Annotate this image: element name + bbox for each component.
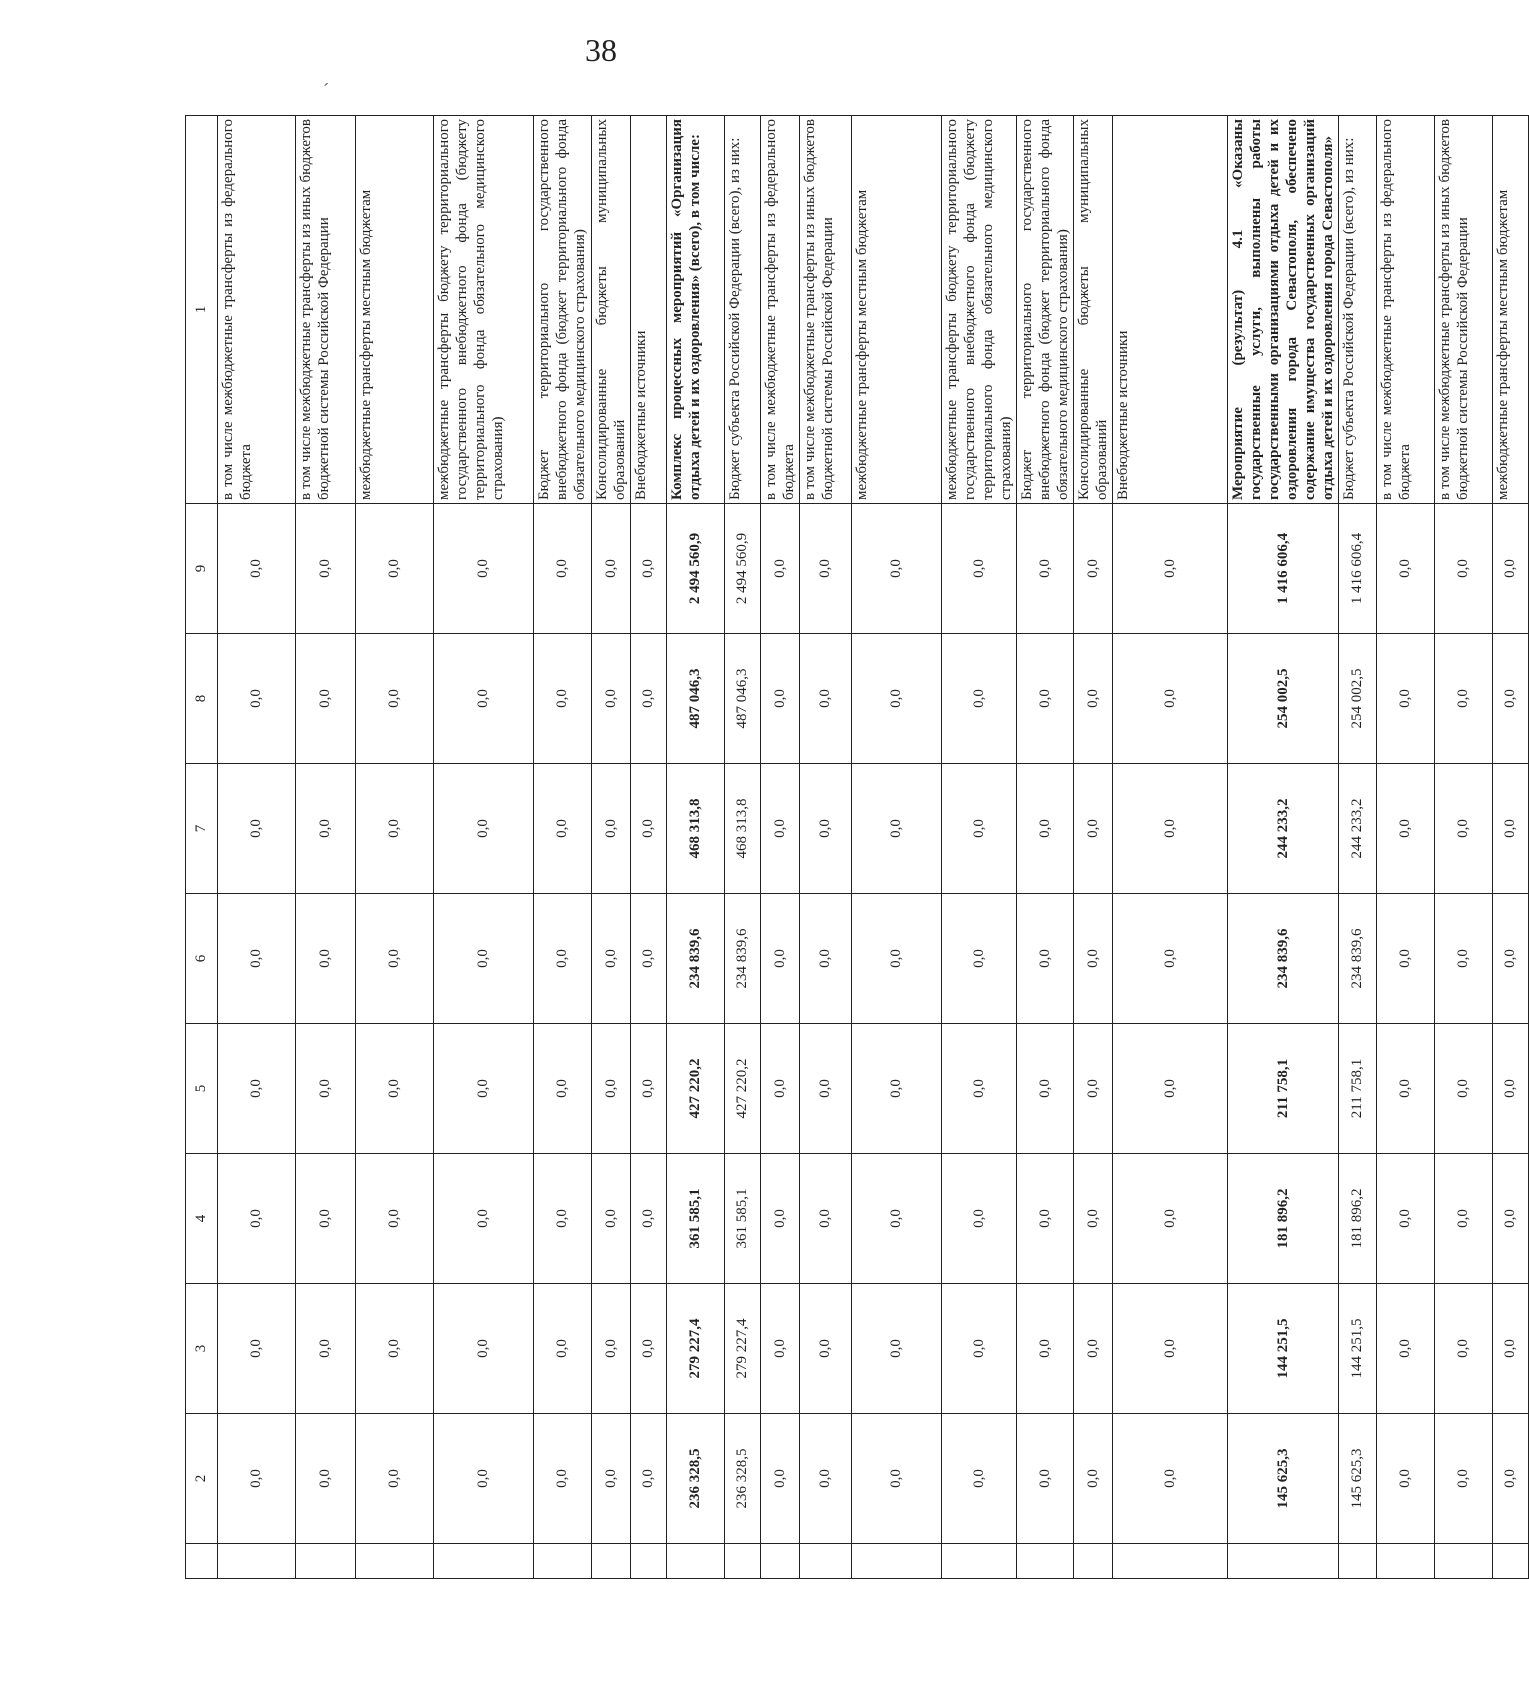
row-spacer-cell — [296, 1544, 356, 1579]
row-label-cell: в том числе межбюджетные трансферты из иных бюджетов бюджетной системы Российской Федерации — [1435, 116, 1493, 504]
value-cell-col-9: 0,0 — [761, 504, 800, 634]
table-row — [1435, 116, 1493, 1579]
header-cell-1: 1 — [186, 116, 218, 504]
value-cell-col-9: 0,0 — [852, 504, 942, 634]
table-row — [218, 116, 296, 1579]
value-cell-col-3: 144 251,5 — [1228, 1284, 1339, 1414]
table-container — [185, 116, 1518, 1579]
value-cell-col-9: 0,0 — [534, 504, 592, 634]
value-cell-col-8: 0,0 — [296, 634, 356, 764]
value-cell-col-6: 0,0 — [356, 894, 434, 1024]
value-cell-col-4: 0,0 — [1493, 1154, 1529, 1284]
header-cell-8: 8 — [186, 634, 218, 764]
table-row — [761, 116, 800, 1579]
row-spacer-cell — [942, 1544, 1017, 1579]
value-cell-col-9: 0,0 — [434, 504, 534, 634]
value-cell-col-4: 0,0 — [852, 1154, 942, 1284]
value-cell-col-5: 0,0 — [296, 1024, 356, 1154]
value-cell-col-9: 0,0 — [1074, 504, 1113, 634]
value-cell-col-3: 0,0 — [942, 1284, 1017, 1414]
value-cell-col-2: 145 625,3 — [1339, 1414, 1377, 1544]
value-cell-col-4: 0,0 — [761, 1154, 800, 1284]
value-cell-col-4: 0,0 — [592, 1154, 631, 1284]
row-label-cell: в том числе межбюджетные трансферты из иных бюджетов бюджетной системы Российской Федерации — [800, 116, 852, 504]
value-cell-col-8: 487 046,3 — [725, 634, 761, 764]
budget-table — [185, 115, 1529, 1579]
row-spacer-cell — [1074, 1544, 1113, 1579]
row-label-cell: Бюджет территориального государственного внебюджетного фонда (бюджет территориального фонда обязательного медицинского страхования) — [534, 116, 592, 504]
value-cell-col-3: 0,0 — [631, 1284, 667, 1414]
value-cell-col-5: 0,0 — [1435, 1024, 1493, 1154]
value-cell-col-7: 0,0 — [631, 764, 667, 894]
table-row — [800, 116, 852, 1579]
header-cell-6: 6 — [186, 894, 218, 1024]
value-cell-col-3: 0,0 — [218, 1284, 296, 1414]
value-cell-col-2: 0,0 — [434, 1414, 534, 1544]
row-label-cell: Консолидированные бюджеты муниципальных образований — [1074, 116, 1113, 504]
value-cell-col-9: 0,0 — [592, 504, 631, 634]
value-cell-col-2: 236 328,5 — [667, 1414, 725, 1544]
value-cell-col-6: 0,0 — [1074, 894, 1113, 1024]
row-label-cell: Бюджет субъекта Российской Федерации (всего), из них: — [1339, 116, 1377, 504]
value-cell-col-9: 0,0 — [1435, 504, 1493, 634]
row-label-cell: межбюджетные трансферты местным бюджетам — [852, 116, 942, 504]
value-cell-col-5: 0,0 — [1377, 1024, 1435, 1154]
row-spacer-cell — [1339, 1544, 1377, 1579]
value-cell-col-9: 1 416 606,4 — [1339, 504, 1377, 634]
value-cell-col-6: 0,0 — [592, 894, 631, 1024]
value-cell-col-3: 0,0 — [761, 1284, 800, 1414]
value-cell-col-3: 0,0 — [592, 1284, 631, 1414]
value-cell-col-7: 468 313,8 — [725, 764, 761, 894]
row-label-cell: Внебюджетные источники — [1113, 116, 1228, 504]
value-cell-col-8: 0,0 — [1493, 634, 1529, 764]
value-cell-col-9: 2 494 560,9 — [667, 504, 725, 634]
table-row — [1377, 116, 1435, 1579]
row-label-cell: межбюджетные трансферты бюджету территориального государственного внебюджетного фонда (бюджету территориального фонда обязательного медицинского страхования) — [942, 116, 1017, 504]
value-cell-col-7: 0,0 — [356, 764, 434, 894]
row-label-cell: межбюджетные трансферты местным бюджетам — [1493, 116, 1529, 504]
value-cell-col-9: 0,0 — [1377, 504, 1435, 634]
table-row — [631, 116, 667, 1579]
value-cell-col-7: 0,0 — [1074, 764, 1113, 894]
value-cell-col-3: 0,0 — [1435, 1284, 1493, 1414]
row-spacer-cell — [1493, 1544, 1529, 1579]
value-cell-col-3: 0,0 — [356, 1284, 434, 1414]
value-cell-col-2: 0,0 — [942, 1414, 1017, 1544]
table-row — [434, 116, 534, 1579]
row-label-cell: межбюджетные трансферты бюджету территориального государственного внебюджетного фонда (бюджету территориального фонда обязательного медицинского страхования) — [434, 116, 534, 504]
value-cell-col-5: 0,0 — [800, 1024, 852, 1154]
value-cell-col-6: 0,0 — [1377, 894, 1435, 1024]
rotated-table-frame — [185, 116, 1518, 1579]
row-spacer-cell — [667, 1544, 725, 1579]
value-cell-col-6: 0,0 — [800, 894, 852, 1024]
value-cell-col-3: 144 251,5 — [1339, 1284, 1377, 1414]
value-cell-col-4: 0,0 — [1435, 1154, 1493, 1284]
value-cell-col-4: 0,0 — [800, 1154, 852, 1284]
header-cell-4: 4 — [186, 1154, 218, 1284]
value-cell-col-5: 0,0 — [852, 1024, 942, 1154]
value-cell-col-8: 0,0 — [852, 634, 942, 764]
row-label-cell: межбюджетные трансферты местным бюджетам — [356, 116, 434, 504]
value-cell-col-6: 0,0 — [852, 894, 942, 1024]
row-spacer-cell — [800, 1544, 852, 1579]
value-cell-col-8: 0,0 — [1074, 634, 1113, 764]
value-cell-col-2: 0,0 — [631, 1414, 667, 1544]
table-row — [1074, 116, 1113, 1579]
header-cell-2: 2 — [186, 1414, 218, 1544]
value-cell-col-8: 254 002,5 — [1228, 634, 1339, 764]
table-row — [534, 116, 592, 1579]
header-cell-3: 3 — [186, 1284, 218, 1414]
value-cell-col-5: 0,0 — [1113, 1024, 1228, 1154]
value-cell-col-3: 0,0 — [534, 1284, 592, 1414]
row-spacer-cell — [725, 1544, 761, 1579]
value-cell-col-9: 0,0 — [942, 504, 1017, 634]
value-cell-col-7: 0,0 — [296, 764, 356, 894]
table-row — [852, 116, 942, 1579]
value-cell-col-8: 0,0 — [1113, 634, 1228, 764]
value-cell-col-9: 0,0 — [631, 504, 667, 634]
table-header-row — [186, 116, 218, 1579]
value-cell-col-7: 0,0 — [852, 764, 942, 894]
value-cell-col-6: 234 839,6 — [667, 894, 725, 1024]
table-row — [942, 116, 1017, 1579]
value-cell-col-8: 0,0 — [631, 634, 667, 764]
row-label-cell: в том числе межбюджетные трансферты из федерального бюджета — [1377, 116, 1435, 504]
value-cell-col-9: 0,0 — [800, 504, 852, 634]
value-cell-col-5: 0,0 — [356, 1024, 434, 1154]
value-cell-col-4: 0,0 — [356, 1154, 434, 1284]
table-row — [1113, 116, 1228, 1579]
value-cell-col-5: 211 758,1 — [1339, 1024, 1377, 1154]
value-cell-col-3: 0,0 — [1113, 1284, 1228, 1414]
row-spacer-cell — [434, 1544, 534, 1579]
value-cell-col-2: 0,0 — [852, 1414, 942, 1544]
row-label-cell: Консолидированные бюджеты муниципальных образований — [592, 116, 631, 504]
value-cell-col-9: 0,0 — [1113, 504, 1228, 634]
value-cell-col-6: 0,0 — [434, 894, 534, 1024]
value-cell-col-8: 0,0 — [218, 634, 296, 764]
value-cell-col-3: 0,0 — [800, 1284, 852, 1414]
row-label-cell: Бюджет субъекта Российской Федерации (всего), из них: — [725, 116, 761, 504]
value-cell-col-5: 0,0 — [592, 1024, 631, 1154]
value-cell-col-2: 0,0 — [534, 1414, 592, 1544]
header-cell-9: 9 — [186, 504, 218, 634]
value-cell-col-9: 0,0 — [1493, 504, 1529, 634]
value-cell-col-8: 0,0 — [534, 634, 592, 764]
value-cell-col-2: 0,0 — [356, 1414, 434, 1544]
value-cell-col-5: 0,0 — [434, 1024, 534, 1154]
table-row — [667, 116, 725, 1579]
value-cell-col-8: 0,0 — [592, 634, 631, 764]
value-cell-col-4: 0,0 — [218, 1154, 296, 1284]
value-cell-col-8: 0,0 — [1377, 634, 1435, 764]
row-spacer-cell — [1435, 1544, 1493, 1579]
value-cell-col-6: 0,0 — [1113, 894, 1228, 1024]
value-cell-col-4: 0,0 — [942, 1154, 1017, 1284]
value-cell-col-2: 0,0 — [1113, 1414, 1228, 1544]
value-cell-col-8: 0,0 — [356, 634, 434, 764]
value-cell-col-6: 0,0 — [296, 894, 356, 1024]
value-cell-col-6: 0,0 — [1435, 894, 1493, 1024]
value-cell-col-3: 0,0 — [1493, 1284, 1529, 1414]
value-cell-col-7: 0,0 — [1435, 764, 1493, 894]
value-cell-col-7: 0,0 — [534, 764, 592, 894]
row-spacer-cell — [534, 1544, 592, 1579]
row-label-cell: Мероприятие (результат) 4.1 «Оказаны государственные услуги, выполнены работы государственными организациями отдыха детей и их оздоровления города Севастополя, обеспечено содержание имущества государственных организаций отдыха детей и их оздоровления города Севастополя» — [1228, 116, 1339, 504]
row-spacer-cell — [356, 1544, 434, 1579]
value-cell-col-5: 0,0 — [761, 1024, 800, 1154]
value-cell-col-3: 0,0 — [296, 1284, 356, 1414]
value-cell-col-4: 181 896,2 — [1339, 1154, 1377, 1284]
value-cell-col-9: 1 416 606,4 — [1228, 504, 1339, 634]
value-cell-col-6: 0,0 — [761, 894, 800, 1024]
table-row — [1339, 116, 1377, 1579]
value-cell-col-7: 0,0 — [942, 764, 1017, 894]
value-cell-col-5: 0,0 — [218, 1024, 296, 1154]
row-spacer-cell — [1113, 1544, 1228, 1579]
value-cell-col-8: 0,0 — [1017, 634, 1074, 764]
value-cell-col-4: 0,0 — [631, 1154, 667, 1284]
value-cell-col-7: 0,0 — [434, 764, 534, 894]
value-cell-col-6: 0,0 — [1493, 894, 1529, 1024]
value-cell-col-3: 0,0 — [434, 1284, 534, 1414]
value-cell-col-6: 234 839,6 — [1228, 894, 1339, 1024]
row-spacer-cell — [852, 1544, 942, 1579]
value-cell-col-4: 0,0 — [1113, 1154, 1228, 1284]
value-cell-col-7: 0,0 — [592, 764, 631, 894]
value-cell-col-8: 0,0 — [761, 634, 800, 764]
value-cell-col-2: 0,0 — [1377, 1414, 1435, 1544]
row-label-cell: Внебюджетные источники — [631, 116, 667, 504]
value-cell-col-2: 0,0 — [1074, 1414, 1113, 1544]
table-row — [1228, 116, 1339, 1579]
value-cell-col-6: 0,0 — [942, 894, 1017, 1024]
value-cell-col-2: 236 328,5 — [725, 1414, 761, 1544]
value-cell-col-3: 279 227,4 — [667, 1284, 725, 1414]
value-cell-col-5: 0,0 — [1493, 1024, 1529, 1154]
value-cell-col-5: 0,0 — [1017, 1024, 1074, 1154]
table-row — [1017, 116, 1074, 1579]
value-cell-col-4: 0,0 — [1017, 1154, 1074, 1284]
value-cell-col-2: 0,0 — [592, 1414, 631, 1544]
row-label-cell: в том числе межбюджетные трансферты из федерального бюджета — [218, 116, 296, 504]
value-cell-col-5: 0,0 — [534, 1024, 592, 1154]
value-cell-col-3: 0,0 — [1017, 1284, 1074, 1414]
value-cell-col-9: 0,0 — [296, 504, 356, 634]
scan-mark: ˊ — [323, 80, 329, 100]
value-cell-col-8: 0,0 — [434, 634, 534, 764]
value-cell-col-6: 234 839,6 — [725, 894, 761, 1024]
value-cell-col-8: 0,0 — [942, 634, 1017, 764]
value-cell-col-4: 0,0 — [1074, 1154, 1113, 1284]
value-cell-col-6: 0,0 — [218, 894, 296, 1024]
value-cell-col-7: 0,0 — [1017, 764, 1074, 894]
value-cell-col-4: 361 585,1 — [667, 1154, 725, 1284]
value-cell-col-2: 0,0 — [1493, 1414, 1529, 1544]
header-cell-7: 7 — [186, 764, 218, 894]
row-spacer-cell — [1377, 1544, 1435, 1579]
value-cell-col-9: 2 494 560,9 — [725, 504, 761, 634]
value-cell-col-3: 0,0 — [852, 1284, 942, 1414]
header-cell-5: 5 — [186, 1024, 218, 1154]
value-cell-col-4: 181 896,2 — [1228, 1154, 1339, 1284]
value-cell-col-9: 0,0 — [218, 504, 296, 634]
value-cell-col-7: 244 233,2 — [1339, 764, 1377, 894]
value-cell-col-6: 0,0 — [1017, 894, 1074, 1024]
value-cell-col-4: 0,0 — [1377, 1154, 1435, 1284]
value-cell-col-7: 0,0 — [1113, 764, 1228, 894]
value-cell-col-2: 145 625,3 — [1228, 1414, 1339, 1544]
value-cell-col-2: 0,0 — [218, 1414, 296, 1544]
value-cell-col-8: 487 046,3 — [667, 634, 725, 764]
value-cell-col-7: 244 233,2 — [1228, 764, 1339, 894]
value-cell-col-7: 0,0 — [218, 764, 296, 894]
table-row — [1493, 116, 1529, 1579]
table-row — [725, 116, 761, 1579]
value-cell-col-5: 0,0 — [631, 1024, 667, 1154]
value-cell-col-5: 0,0 — [942, 1024, 1017, 1154]
page-number: 38 — [585, 32, 617, 68]
row-spacer-cell — [631, 1544, 667, 1579]
value-cell-col-7: 0,0 — [1377, 764, 1435, 894]
value-cell-col-2: 0,0 — [296, 1414, 356, 1544]
row-spacer-cell — [592, 1544, 631, 1579]
table-row — [356, 116, 434, 1579]
value-cell-col-3: 0,0 — [1074, 1284, 1113, 1414]
value-cell-col-4: 361 585,1 — [725, 1154, 761, 1284]
value-cell-col-8: 0,0 — [800, 634, 852, 764]
value-cell-col-8: 0,0 — [1435, 634, 1493, 764]
header-spacer-cell — [186, 1544, 218, 1579]
value-cell-col-4: 0,0 — [434, 1154, 534, 1284]
value-cell-col-6: 0,0 — [534, 894, 592, 1024]
value-cell-col-5: 0,0 — [1074, 1024, 1113, 1154]
value-cell-col-8: 254 002,5 — [1339, 634, 1377, 764]
row-label-cell: Комплекс процессных мероприятий «Организация отдыха детей и их оздоровления» (всего), в том числе: — [667, 116, 725, 504]
value-cell-col-3: 0,0 — [1377, 1284, 1435, 1414]
value-cell-col-7: 468 313,8 — [667, 764, 725, 894]
value-cell-col-3: 279 227,4 — [725, 1284, 761, 1414]
value-cell-col-5: 211 758,1 — [1228, 1024, 1339, 1154]
value-cell-col-6: 234 839,6 — [1339, 894, 1377, 1024]
row-label-cell: Бюджет территориального государственного внебюджетного фонда (бюджет территориального фонда обязательного медицинского страхования) — [1017, 116, 1074, 504]
row-label-cell: в том числе межбюджетные трансферты из федерального бюджета — [761, 116, 800, 504]
row-label-cell: в том числе межбюджетные трансферты из иных бюджетов бюджетной системы Российской Федерации — [296, 116, 356, 504]
value-cell-col-7: 0,0 — [761, 764, 800, 894]
value-cell-col-7: 0,0 — [1493, 764, 1529, 894]
value-cell-col-9: 0,0 — [1017, 504, 1074, 634]
value-cell-col-2: 0,0 — [1017, 1414, 1074, 1544]
value-cell-col-4: 0,0 — [534, 1154, 592, 1284]
value-cell-col-9: 0,0 — [356, 504, 434, 634]
row-spacer-cell — [1228, 1544, 1339, 1579]
table-row — [296, 116, 356, 1579]
value-cell-col-2: 0,0 — [1435, 1414, 1493, 1544]
value-cell-col-5: 427 220,2 — [667, 1024, 725, 1154]
value-cell-col-2: 0,0 — [761, 1414, 800, 1544]
value-cell-col-5: 427 220,2 — [725, 1024, 761, 1154]
row-spacer-cell — [218, 1544, 296, 1579]
value-cell-col-6: 0,0 — [631, 894, 667, 1024]
value-cell-col-7: 0,0 — [800, 764, 852, 894]
row-spacer-cell — [1017, 1544, 1074, 1579]
row-spacer-cell — [761, 1544, 800, 1579]
value-cell-col-2: 0,0 — [800, 1414, 852, 1544]
value-cell-col-4: 0,0 — [296, 1154, 356, 1284]
table-row — [592, 116, 631, 1579]
